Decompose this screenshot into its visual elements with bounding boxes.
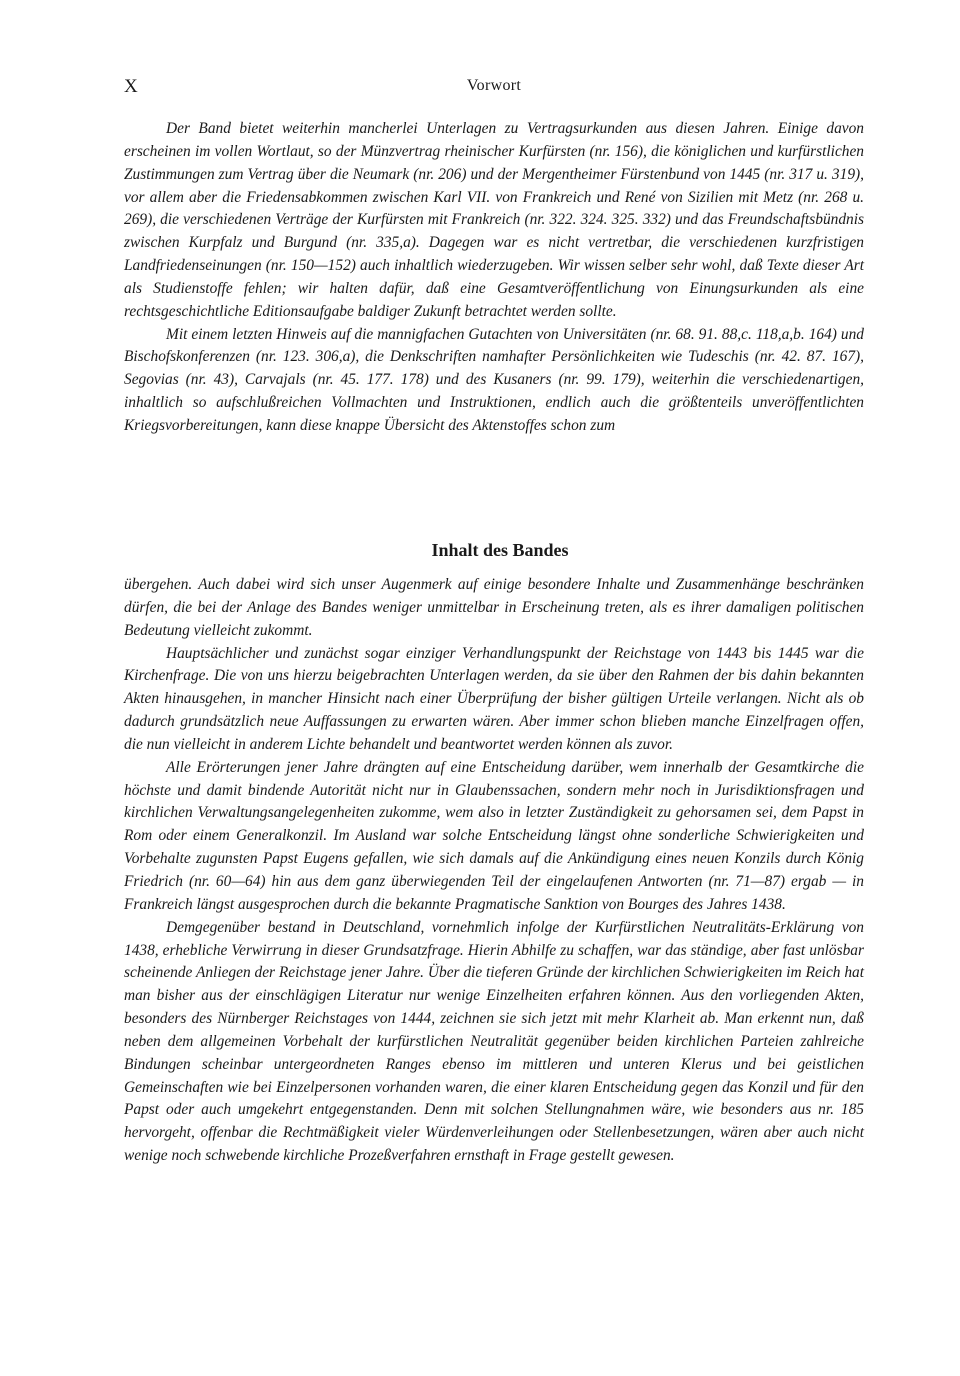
section-title: Inhalt des Bandes: [431, 540, 569, 560]
page-header: [124, 76, 864, 102]
paragraph: Demgegenüber bestand in Deutschland, vornehmlich infolge der Kurfürstlichen Neutralitäts-Erklärung von 1438, erhebliche Verwirrung in dieser Grundsatzfrage. Hierin Abhilfe zu schaffen, war das ständige, aber fast unlösbar scheinende Anliegen der Reichstage jener Jahre. Über die tieferen Gründe der kirchlichen Schwierigkeiten im Reich hat man bisher aus der einschlägigen Literatur nur wenige Einzelheiten erfahren können. Aus den vorliegenden Akten, besonders des Nürnberger Reichstages von 1444, zeichnen sie sich jetzt mit mehr Klarheit ab. Man erkennt nun, daß neben dem allgemeinen Vorbehalt der kurfürstlichen Neutralität gegenüber beiden kirchlichen Parteien zahlreiche Bindungen scheinbar untergeordneten Ranges ebenso im mittleren und unteren Klerus und bei geistlichen Gemeinschaften wie bei Einzelpersonen vorhanden waren, die einer klaren Entscheidung gegen das Konzil und für den Papst oder auch umgekehrt entgegenstanden. Denn mit solchen Stellungnahmen wäre, wie besonders aus nr. 185 hervorgeht, offenbar die Rechtmäßigkeit vieler Würdenverleihungen oder Stellenbesetzungen, wären aber auch nicht wenige noch schwebende kirchliche Prozeßverfahren ernsthaft in Frage gestellt gewesen.: [124, 918, 864, 1165]
text-block-lower: [124, 574, 864, 1168]
running-head: Vorwort: [466, 77, 522, 94]
page-number: X: [124, 76, 139, 97]
paragraph: Mit einem letzten Hinweis auf die mannigfachen Gutachten von Universitäten (nr. 68. 91. 88,c. 118,a,b. 164) und Bischofskonferenzen (nr. 123. 306,a), die Denkschriften namhafter Persönlichkeiten wie Tudeschis (nr. 42. 87. 167), Segovias (nr. 43), Carvajals (nr. 45. 177. 178) und des Kusaners (nr. 99. 179), weiterhin die verschiedenartigen, inhaltlich so aufschlußreichen Vollmachten und Instruktionen, endlich auch die größtenteils unveröffentlichten Kriegsvorbereitungen, kann diese knappe Übersicht des Aktenstoffes schon zum: [124, 325, 864, 434]
paragraph: Der Band bietet weiterhin mancherlei Unterlagen zu Vertragsurkunden aus diesen Jahren. Einige davon erscheinen im vollen Wortlaut, so der Münzvertrag rheinischer Kurfürsten (nr. 156), die königlichen und kurfürstlichen Zustimmungen zum Vertrag über die Neumark (nr. 206) und der Mergentheimer Fürstenbund von 1445 (nr. 317 u. 319), vor allem aber die Friedensabkommen zwischen Karl VII. von Frankreich und René von Sizilien mit Metz (nr. 268 u. 269), die verschiedenen Verträge der Kurfürsten mit Frankreich (nr. 322. 324. 325. 332) und das Freundschaftsbündnis zwischen Kurpfalz und Burgund (nr. 335,a). Dagegen war es nicht vertretbar, die verschiedenen kurzfristigen Landfriedenseinungen (nr. 150—152) auch inhaltlich wiederzugeben. Wir wissen selber sehr wohl, daß Texte dieser Art als Studienstoffe fehlen; wir halten dafür, daß eine Gesamtveröffentlichung von Einungsurkunden als eine rechtsgeschichtliche Editionsaufgabe baldiger Zukunft betrachtet werden sollte.: [124, 120, 864, 320]
paragraph: Hauptsächlicher und zunächst sogar einziger Verhandlungspunkt der Reichstage von 1443 bis 1445 war die Kirchenfrage. Die von uns hierzu beigebrachten Unterlagen werden, da sie über den Rahmen der bis dahin bekannten Akten hinausgehen, in mancher Hinsicht nach einer Überprüfung der bisher gültigen Urteile verlangen. Nicht als ob dadurch grundsätzlich neue Auffassungen zu erwarten wären. Aber immer schon blieben manche Einzelfragen offen, die nun vielleicht in anderem Lichte behandelt und beantwortet werden können als zuvor.: [124, 644, 864, 753]
paragraph: Alle Erörterungen jener Jahre drängten auf eine Entscheidung darüber, wem innerhalb der Gesamtkirche die höchste und damit bindende Autorität nicht nur in Glaubenssachen, sondern mehr noch in Jurisdiktionsfragen und kirchlichen Verwaltungsangelegenheiten zukomme, wem also in letzter Zuständigkeit zu gehorsamen sei, dem Papst in Rom oder einem Generalkonzil. Im Ausland war solche Entscheidung längst ohne sonderliche Schwierigkeiten und Vorbehalte zugunsten Papst Eugens gefallen, wie sich damals auf die Ankündigung eines neuen Konzils durch König Friedrich (nr. 60—64) hin aus dem ganz überwiegenden Teil der eingelaufenen Antworten (nr. 71—87) ergab — in Frankreich längst ausgesprochen durch die bekannte Pragmatische Sanktion von Bourges des Jahres 1438.: [124, 758, 864, 913]
paragraph: übergehen. Auch dabei wird sich unser Augenmerk auf einige besondere Inhalte und Zusammenhänge beschränken dürfen, die bei der Anlage des Bandes weniger unmittelbar in Erscheinung treten, als es ihrer damaligen politischen Bedeutung vielleicht zukommt.: [124, 576, 864, 639]
text-block-upper: [124, 118, 864, 438]
